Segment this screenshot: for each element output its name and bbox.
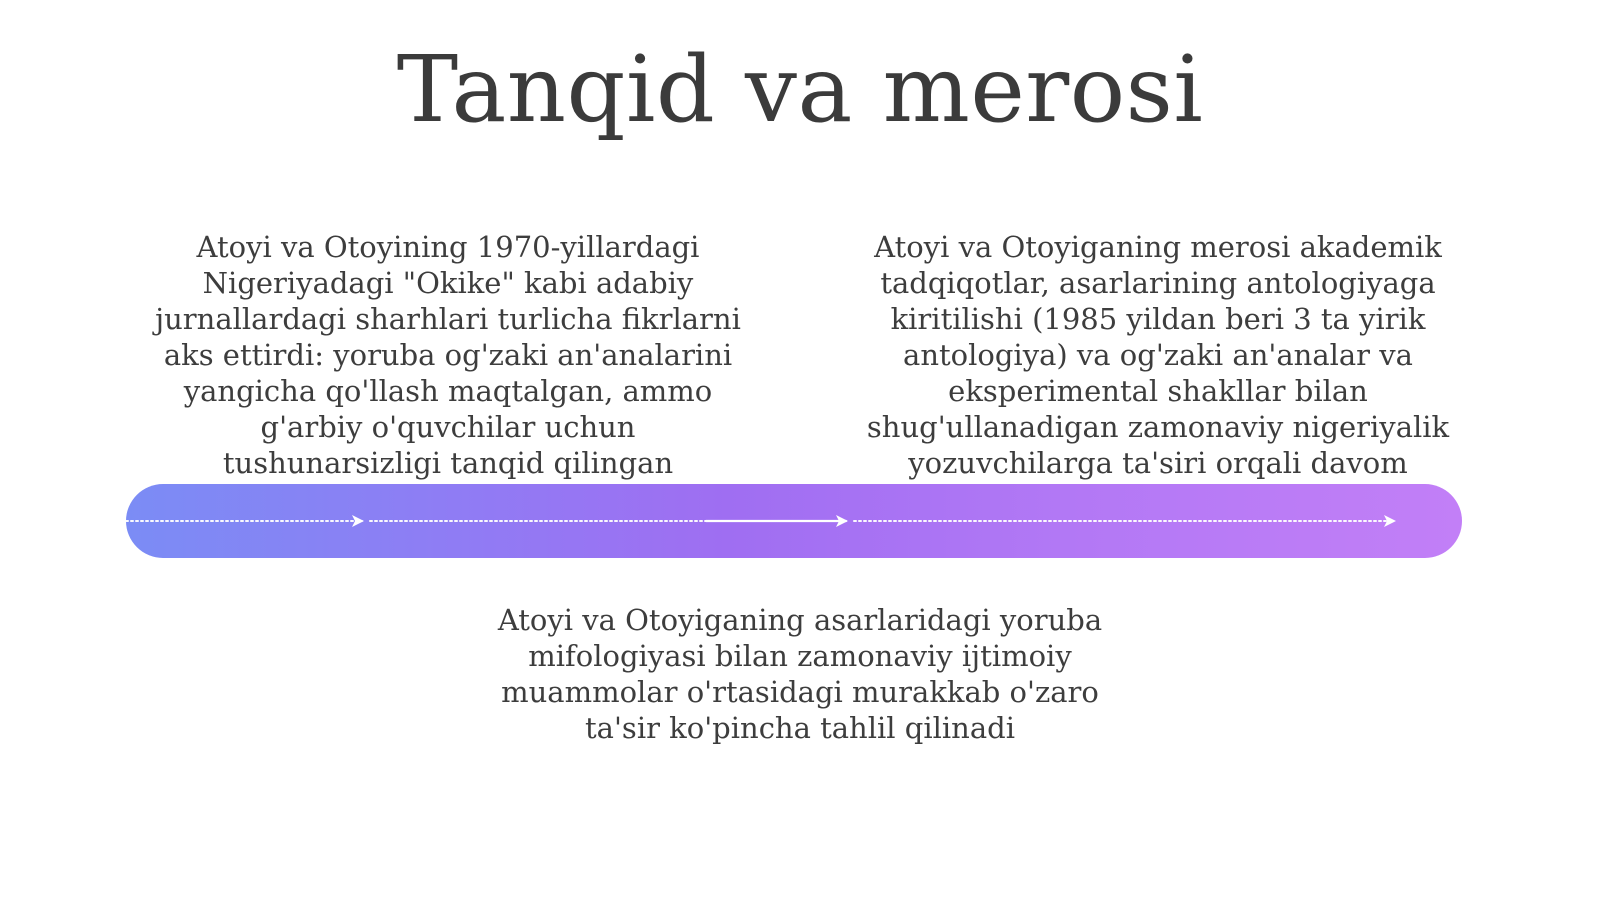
- text-block-left: Atoyi va Otoyining 1970-yillardagi Nigeriyadagi "Okike" kabi adabiy jurnallardagi sharhlari turlicha fikrlarni aks ettirdi: yoruba og'zaki an'analarini yangicha qo'llash maqtalgan, ammo g'arbiy o'quvchilar uchun tushunarsizligi tanqid qilingan: [155, 230, 741, 480]
- timeline-bar: [126, 484, 1462, 558]
- text-block-right: Atoyi va Otoyiganing merosi akademik tadqiqotlar, asarlarining antologiyaga kiritilishi (1985 yildan beri 3 ta yirik antologiya) va og'zaki an'analar va eksperimental shakllar bilan shug'ullanadigan zamonaviy nigeriyalik yozuvchilarga ta'siri orqali davom: [866, 230, 1450, 480]
- text-block-bottom: Atoyi va Otoyiganing asarlaridagi yoruba mifologiyasi bilan zamonaviy ijtimoiy muammolar o'rtasidagi murakkab o'zaro ta'sir ko'pincha tahlil qilinadi: [497, 603, 1103, 745]
- slide-title: Tanqid va merosi: [396, 36, 1204, 143]
